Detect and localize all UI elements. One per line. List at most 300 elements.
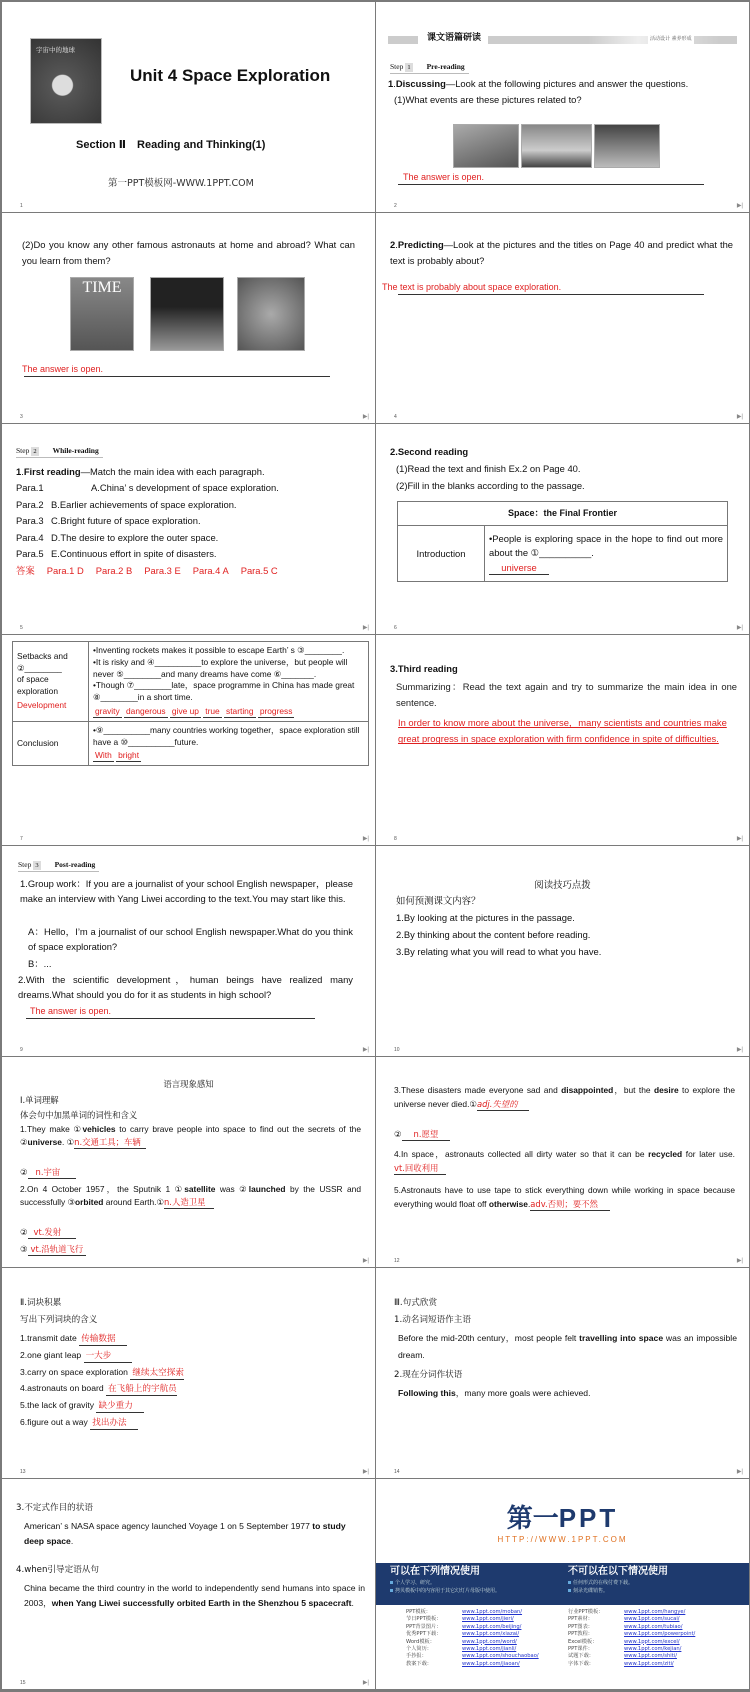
bullet-icon — [390, 1581, 393, 1584]
slide-14[interactable] — [376, 1268, 749, 1478]
heading: 2.Second reading — [390, 446, 469, 457]
keyword: satellite — [184, 1184, 216, 1194]
phrase: 4.astronauts on board — [20, 1383, 104, 1394]
answer: vt.发射 — [28, 1227, 76, 1239]
fill-answer: universe — [489, 562, 549, 575]
answer: 在飞船上的宇航员 — [106, 1384, 177, 1396]
list-item — [20, 1347, 184, 1364]
text: Before the mid-20th century，most people felt — [398, 1333, 580, 1343]
answer-line — [24, 376, 330, 377]
text: . — [527, 1199, 531, 1210]
page-number: 3 — [20, 414, 23, 420]
para-label: Para.5 — [16, 548, 44, 560]
link-label: Word模板： — [406, 1638, 435, 1645]
text: for later use. — [682, 1149, 735, 1159]
fill-table — [12, 641, 369, 766]
answer: adv.否则；要不然 — [530, 1199, 610, 1211]
text: . — [70, 1536, 74, 1547]
question: (2)Do you know any other famous astronauts at home and abroad? What can you learn from them? — [22, 239, 355, 266]
link-row — [568, 1646, 743, 1653]
bullet: •Though ⑦________late，space programme in China has made great ⑧________in a short time. — [93, 680, 355, 703]
example-4 — [24, 1581, 365, 1612]
step-number: 1 — [407, 64, 411, 71]
step-label — [18, 860, 99, 872]
instruction-2: (2)Fill in the blanks according to the passage. — [396, 480, 585, 491]
link-label: 节日PPT模板： — [406, 1616, 442, 1623]
link-label: PPT背景图片： — [406, 1623, 442, 1630]
keyword: disappointed — [561, 1085, 614, 1095]
answer: vt.回收利用 — [394, 1163, 446, 1175]
answer-text: The text is probably about space exploration. — [382, 282, 562, 292]
text: ，but the — [613, 1085, 654, 1095]
main-idea: B.Earlier achievements of space exploration. — [51, 498, 237, 510]
slide-4[interactable] — [376, 213, 749, 423]
keyword: to study deep space — [24, 1521, 346, 1547]
link-row — [568, 1661, 743, 1668]
keyword: when Yang Liwei successfully orbited Earth in the Shenzhou 5 spacecraft — [51, 1598, 352, 1609]
play-icon[interactable]: ▶| — [362, 1680, 369, 1686]
cover-caption: 宇宙中的地球 — [36, 46, 75, 54]
example-2 — [398, 1386, 590, 1401]
answer: 找出办法 — [90, 1418, 138, 1430]
para-label: Para.3 — [16, 515, 44, 527]
question-1: 1.Group work：If you are a journalist of your school English newspaper，please make an interview with Yang Liwei according to the text.You may start like this. — [20, 878, 353, 905]
play-icon[interactable]: ▶| — [736, 414, 743, 420]
circle-number: ② — [394, 1129, 402, 1139]
answer: n.宇宙 — [28, 1167, 76, 1179]
fill-answers-row — [93, 750, 364, 762]
question: 2.Predicting—Look at the pictures and the titles on Page 40 and predict what the text is probably about? — [390, 239, 733, 266]
sentence-1 — [20, 1123, 361, 1150]
answer-line — [398, 184, 704, 185]
link-row — [406, 1639, 566, 1646]
circle-number: ② — [20, 1167, 28, 1177]
site-text: 第一PPT模板网-WWW.1PPT.COM — [108, 178, 254, 189]
question: 1.First reading—Match the main idea with each paragraph. — [16, 466, 265, 477]
satellite-image — [453, 124, 519, 168]
bullet: •It is risky and ④__________to explore the universe，but people will never ⑤________and many dreams have come ⑥_______. — [93, 656, 348, 679]
text: around Earth.① — [103, 1197, 164, 1208]
match-list — [16, 464, 279, 580]
label-line: Setbacks and — [17, 650, 68, 661]
list-item: 1.By looking at the pictures in the passage. — [396, 912, 575, 923]
slide-title: Unit 4 Space Exploration — [130, 66, 331, 85]
answer-row — [20, 1244, 86, 1256]
play-icon[interactable]: ▶| — [362, 1258, 369, 1264]
list-item: 2.By thinking about the content before reading. — [396, 928, 591, 940]
banner-right: 活动设计 素养形成 — [650, 36, 692, 42]
link-row — [406, 1661, 566, 1668]
rocket-launch-image — [521, 124, 592, 168]
slide-6[interactable] — [376, 424, 749, 634]
page-number: 6 — [394, 625, 397, 631]
instruction: 写出下列词块的含义 — [20, 1315, 98, 1325]
list-item — [16, 546, 279, 562]
row-label: Conclusion — [13, 721, 89, 765]
usage-banner — [376, 1563, 749, 1605]
link[interactable]: www.1ppt.com/sucai/ — [624, 1616, 680, 1623]
step-title: While-reading — [52, 446, 99, 455]
logo-en: PPT — [558, 1503, 619, 1533]
links-left — [406, 1609, 566, 1668]
link[interactable]: www.1ppt.com/shiti/ — [624, 1653, 677, 1660]
fill-answer: With — [95, 750, 112, 761]
can-title: 可以在下列情况使用 — [390, 1566, 480, 1577]
phrase: 2.one giant leap — [20, 1349, 82, 1360]
row-text: •People is exploring space in the hope to find out more about the ①__________. — [489, 532, 723, 559]
link-row — [406, 1653, 566, 1660]
fill-answer: Development — [17, 700, 67, 711]
page-number: 15 — [20, 1680, 26, 1686]
link-row — [406, 1616, 566, 1623]
bullet-icon — [390, 1589, 393, 1592]
link[interactable]: www.1ppt.com/hangye/ — [624, 1609, 686, 1615]
step-number: 2 — [33, 448, 37, 455]
list-item — [20, 1330, 184, 1347]
tips-list — [396, 910, 601, 961]
link[interactable]: www.1ppt.com/jianli/ — [462, 1645, 517, 1652]
question: 如何预测课文内容？ — [396, 896, 481, 907]
fill-answer: gravity — [95, 705, 120, 716]
answer: 缺少重力 — [96, 1401, 144, 1413]
answer-text: The answer is open. — [30, 1006, 112, 1016]
instruction-1: (1)Read the text and finish Ex.2 on Page 40. — [396, 463, 581, 474]
answer: n.交通工具；车辆 — [74, 1137, 146, 1149]
q-text: —Look at the following pictures and answer the questions. — [445, 78, 689, 89]
play-icon[interactable]: ▶| — [362, 836, 369, 842]
answer-item: Para.3 E — [144, 564, 181, 576]
link-label: 手抄报： — [406, 1653, 427, 1660]
label-line: ②________ — [17, 662, 62, 673]
fill-answer: dangerous — [126, 705, 166, 716]
list-item — [20, 1397, 184, 1414]
keyword: otherwise — [488, 1199, 528, 1210]
text: . — [351, 1598, 354, 1609]
para-label: Para.1 — [16, 482, 44, 494]
phrase: 1.transmit date — [20, 1333, 77, 1343]
answer-item: Para.2 B — [95, 564, 133, 576]
link-row — [568, 1639, 743, 1646]
fill-answer: progress — [259, 705, 293, 716]
answer: n.人造卫星 — [164, 1197, 214, 1209]
page-number: 1 — [20, 203, 23, 209]
page-number: 13 — [20, 1469, 26, 1475]
topic: 2.现在分词作状语 — [394, 1370, 463, 1380]
label-line: of space — [17, 674, 49, 685]
link[interactable]: www.1ppt.com/jiaoan/ — [462, 1660, 520, 1667]
label-line: exploration — [17, 686, 58, 697]
fill-answer: starting — [226, 705, 254, 716]
cannot-use — [568, 1566, 738, 1595]
link-label: Excel模板： — [568, 1638, 598, 1645]
usage-item — [390, 1587, 560, 1595]
list-item — [16, 480, 279, 496]
banner-title: 课文语篇研读 — [424, 32, 484, 45]
list-item — [20, 1364, 184, 1381]
text: China became the third country in the world to independently send humans into space in 2003， — [24, 1583, 365, 1609]
text: was ② — [215, 1184, 249, 1194]
keyword: Following this — [398, 1388, 456, 1398]
cannot-title: 不可以在以下情况使用 — [568, 1566, 668, 1577]
row-label — [13, 642, 89, 722]
list-item: 3.By relating what you will read to what you have. — [396, 945, 602, 957]
slide-10[interactable] — [376, 846, 749, 1056]
instruction: 体会句中加黑单词的词性和含义 — [20, 1110, 138, 1120]
fill-answer: true — [205, 705, 220, 716]
logo-url: HTTP://WWW.1PPT.COM — [497, 1535, 628, 1544]
answer-line — [398, 294, 704, 295]
link[interactable]: www.1ppt.com/tubiao/ — [624, 1623, 683, 1630]
keyword: launched — [248, 1184, 286, 1194]
time-cover-image — [70, 277, 134, 351]
slide-title: 语言现象感知 — [163, 1079, 214, 1089]
row-label: Introduction — [398, 526, 485, 582]
slide-title: 阅读技巧点拨 — [534, 880, 591, 891]
text: was an impossible dream. — [398, 1333, 737, 1360]
page-number: 14 — [394, 1469, 400, 1475]
answer-label: 答案 — [16, 565, 35, 577]
link-row — [568, 1616, 743, 1623]
keyword: travelling into space — [579, 1333, 664, 1343]
q-text: —Match the main idea with each paragraph. — [80, 466, 265, 477]
answer-item: Para.5 C — [240, 564, 278, 576]
q-text: —Look at the pictures and the titles on Page 40 and predict what the text is probably about? — [390, 239, 733, 266]
usage-item — [568, 1579, 738, 1587]
link[interactable]: www.1ppt.com/ziti/ — [624, 1660, 674, 1667]
topic: 3.不定式作目的状语 — [16, 1503, 93, 1513]
instruction: Summarizing：Read the text again and try to summarize the main idea in one sentence. — [396, 681, 737, 708]
answer-line — [26, 1018, 315, 1019]
q-keyword: First reading — [23, 466, 81, 477]
text: 2.On 4 October 1957，the Sputnik 1 ① — [20, 1184, 185, 1194]
slide-7[interactable] — [2, 635, 375, 845]
answer-row — [20, 1167, 76, 1179]
play-icon[interactable]: ▶| — [736, 203, 743, 209]
sub-question: (1)What events are these pictures related to? — [394, 94, 582, 105]
step-word: Step — [16, 446, 30, 455]
bullet-icon — [568, 1581, 571, 1584]
slide-12[interactable] — [376, 1057, 749, 1267]
link-label: PPT课件： — [568, 1645, 593, 1652]
link-row — [568, 1631, 743, 1638]
main-idea: A.China’ s development of space exploration. — [91, 482, 279, 494]
link-label: 行业PPT模板： — [568, 1609, 604, 1615]
link[interactable]: www.1ppt.com/xiazai/ — [462, 1631, 520, 1638]
space-station-image — [594, 124, 660, 168]
play-icon[interactable]: ▶| — [736, 1469, 743, 1475]
q-keyword: Discussing — [395, 78, 446, 89]
link-row — [406, 1646, 566, 1653]
answer-item: Para.1 D — [46, 564, 84, 576]
slide-3[interactable] — [2, 213, 375, 423]
link-label: 个人简历： — [406, 1645, 432, 1652]
usage-text: 拷贝模板中的内容用于其它幻灯片母版中使用。 — [395, 1587, 501, 1594]
q-number: 1 — [388, 78, 394, 89]
answer-text: The answer is open. — [22, 364, 104, 374]
step-title: Post-reading — [54, 860, 96, 869]
time-logo: TIME — [82, 279, 122, 296]
keyword: vehicles — [82, 1124, 116, 1134]
sentence-3 — [394, 1083, 735, 1112]
keyword: desire — [653, 1085, 679, 1095]
main-idea: E.Continuous effort in spite of disasters. — [51, 548, 217, 560]
example-1 — [398, 1330, 737, 1364]
answer: 继续太空探索 — [130, 1368, 184, 1380]
answer-text: The answer is open. — [403, 172, 485, 182]
text: to explore the universe never died.① — [394, 1085, 735, 1110]
list-item — [20, 1414, 184, 1431]
section-title: Section Ⅱ Reading and Thinking(1) — [76, 139, 266, 151]
page-number: 12 — [394, 1258, 400, 1264]
step-title: Pre-reading — [426, 62, 465, 71]
page-number: 2 — [394, 203, 397, 209]
link[interactable]: www.1ppt.com/powerpoint/ — [624, 1631, 696, 1638]
answer: adj.失望的 — [477, 1099, 529, 1111]
step-label — [16, 446, 103, 458]
play-icon[interactable]: ▶| — [362, 625, 369, 631]
circle-number: ③ — [20, 1244, 28, 1254]
link[interactable]: www.1ppt.com/beijing/ — [462, 1623, 522, 1630]
sentence-2 — [20, 1183, 361, 1210]
question-2: 2.With the scientific development，human beings have realized many dreams.What should you do for it as students in high school? — [18, 974, 353, 1001]
page-number: 9 — [20, 1047, 23, 1053]
q-keyword: Predicting — [397, 239, 444, 250]
sentence-5 — [394, 1183, 735, 1212]
bullet: •⑨__________many countries working together，space exploration still have a ⑩__________future. — [93, 724, 360, 747]
link-row — [568, 1609, 743, 1616]
question: 1.Discussing—Look at the following pictures and answer the questions. — [388, 78, 689, 89]
dialog-b: B：... — [28, 958, 52, 969]
slide-16[interactable] — [376, 1479, 749, 1689]
keyword: recycled — [648, 1149, 683, 1159]
text: 3.These disasters made everyone sad and — [394, 1085, 562, 1095]
bullet: •Inventing rockets makes it possible to escape Earth’ s ③________. — [93, 645, 345, 655]
usage-item — [390, 1579, 560, 1587]
fill-answers-row — [93, 706, 364, 718]
links-right — [568, 1609, 743, 1668]
para-label: Para.4 — [16, 531, 44, 543]
keyword: universe — [27, 1137, 62, 1148]
link[interactable]: www.1ppt.com/word/ — [462, 1638, 517, 1645]
slide-13[interactable] — [2, 1268, 375, 1478]
astronaut-spacecraft-image — [237, 277, 305, 351]
play-icon[interactable]: ▶| — [736, 625, 743, 631]
play-icon[interactable]: ▶| — [736, 836, 743, 842]
logo-cn: 第一 — [506, 1504, 559, 1534]
table-title: Space：the Final Frontier — [398, 502, 728, 526]
link-label: PPT图表： — [568, 1623, 593, 1630]
answer: 一大步 — [84, 1351, 132, 1363]
row-content — [89, 642, 369, 722]
usage-text: 个人学习、研究。 — [395, 1579, 436, 1586]
slide-15[interactable] — [2, 1479, 375, 1689]
example-3 — [24, 1519, 365, 1550]
play-icon[interactable]: ▶| — [736, 1047, 743, 1053]
subheading: Ⅰ.单词理解 — [20, 1095, 59, 1105]
slide-1[interactable] — [2, 2, 375, 212]
step-word: Step — [18, 860, 32, 869]
subheading: Ⅲ.句式欣赏 — [394, 1298, 438, 1308]
q-number: 2 — [390, 239, 396, 250]
slide-5[interactable] — [2, 424, 375, 634]
fill-answer: give up — [171, 705, 199, 716]
link-label: 字体下载： — [568, 1660, 594, 1667]
brand-logo — [376, 1505, 749, 1544]
text: American’ s NASA space agency launched Voyage 1 on 5 September 1977 — [24, 1521, 313, 1531]
topic: 1.动名词短语作主语 — [394, 1315, 471, 1325]
para-label: Para.2 — [16, 498, 44, 510]
page-number: 7 — [20, 836, 23, 842]
fill-table — [397, 501, 728, 582]
can-use — [390, 1566, 560, 1595]
link[interactable]: www.1ppt.com/kejian/ — [624, 1645, 682, 1652]
text: ，many more goals were achieved. — [455, 1388, 591, 1398]
dialog-a: A：Hello，I’m a journalist of our school English newspaper.What do you think of space exploration? — [28, 926, 353, 953]
list-item — [20, 1380, 184, 1397]
slide-11[interactable] — [2, 1057, 375, 1267]
slide-8[interactable] — [376, 635, 749, 845]
step-number: 3 — [35, 862, 39, 869]
link-label: PPT教程： — [568, 1631, 593, 1638]
link[interactable]: www.1ppt.com/shouchaobao/ — [462, 1653, 539, 1660]
play-icon[interactable]: ▶| — [362, 1469, 369, 1475]
step-word: Step — [390, 62, 404, 71]
answer: 传输数据 — [79, 1334, 127, 1346]
step-label — [390, 62, 469, 74]
link-row — [568, 1653, 743, 1660]
text: 5.Astronauts have to use tape to stick everything down while working in space because everything would float off — [394, 1185, 735, 1210]
slide-9[interactable] — [2, 846, 375, 1056]
page-number: 8 — [394, 836, 397, 842]
answer-row — [394, 1129, 450, 1141]
cover-image — [30, 38, 102, 124]
answer: vt.沿轨道飞行 — [28, 1244, 86, 1256]
list-item — [16, 513, 279, 529]
link[interactable]: www.1ppt.com/moban/ — [462, 1609, 523, 1615]
link-label: PPT模板： — [406, 1609, 431, 1615]
row-text-cell — [485, 526, 728, 582]
play-icon[interactable]: ▶| — [362, 1047, 369, 1053]
link-row — [406, 1631, 566, 1638]
link-label: PPT素材： — [568, 1616, 593, 1623]
answer: n.愿望 — [402, 1129, 450, 1141]
sentence-4 — [394, 1147, 735, 1176]
slide-2[interactable] — [376, 2, 749, 212]
link-label: 教案下载： — [406, 1660, 432, 1667]
answer-item: Para.4 A — [192, 564, 229, 576]
heading: 3.Third reading — [390, 663, 458, 674]
usage-item — [568, 1587, 738, 1595]
answer-row — [16, 563, 279, 580]
link[interactable]: www.1ppt.com/jieri/ — [462, 1616, 514, 1623]
page-number: 5 — [20, 625, 23, 631]
bullet-icon — [568, 1589, 571, 1592]
link[interactable]: www.1ppt.com/excel/ — [624, 1638, 680, 1645]
row-content — [89, 721, 369, 765]
usage-text: 刻录光碟销售。 — [573, 1587, 609, 1594]
text: . ① — [61, 1137, 75, 1148]
play-icon[interactable]: ▶| — [362, 414, 369, 420]
page-number: 4 — [394, 414, 397, 420]
link-label: 试题下载： — [568, 1653, 594, 1660]
main-idea: C.Bright future of space exploration. — [51, 515, 201, 527]
link-row — [568, 1624, 743, 1631]
usage-text: 任何形式的在线付费下载。 — [573, 1579, 634, 1586]
play-icon[interactable]: ▶| — [736, 1258, 743, 1264]
text: 4.In space，astronauts collected all dirty water so that it can be — [394, 1149, 649, 1159]
answer-text: In order to know more about the universe，many scientists and countries make great progress in space exploration with firm confidence in spite of difficulties. — [398, 717, 727, 745]
main-idea: D.The desire to explore the outer space. — [51, 531, 219, 543]
